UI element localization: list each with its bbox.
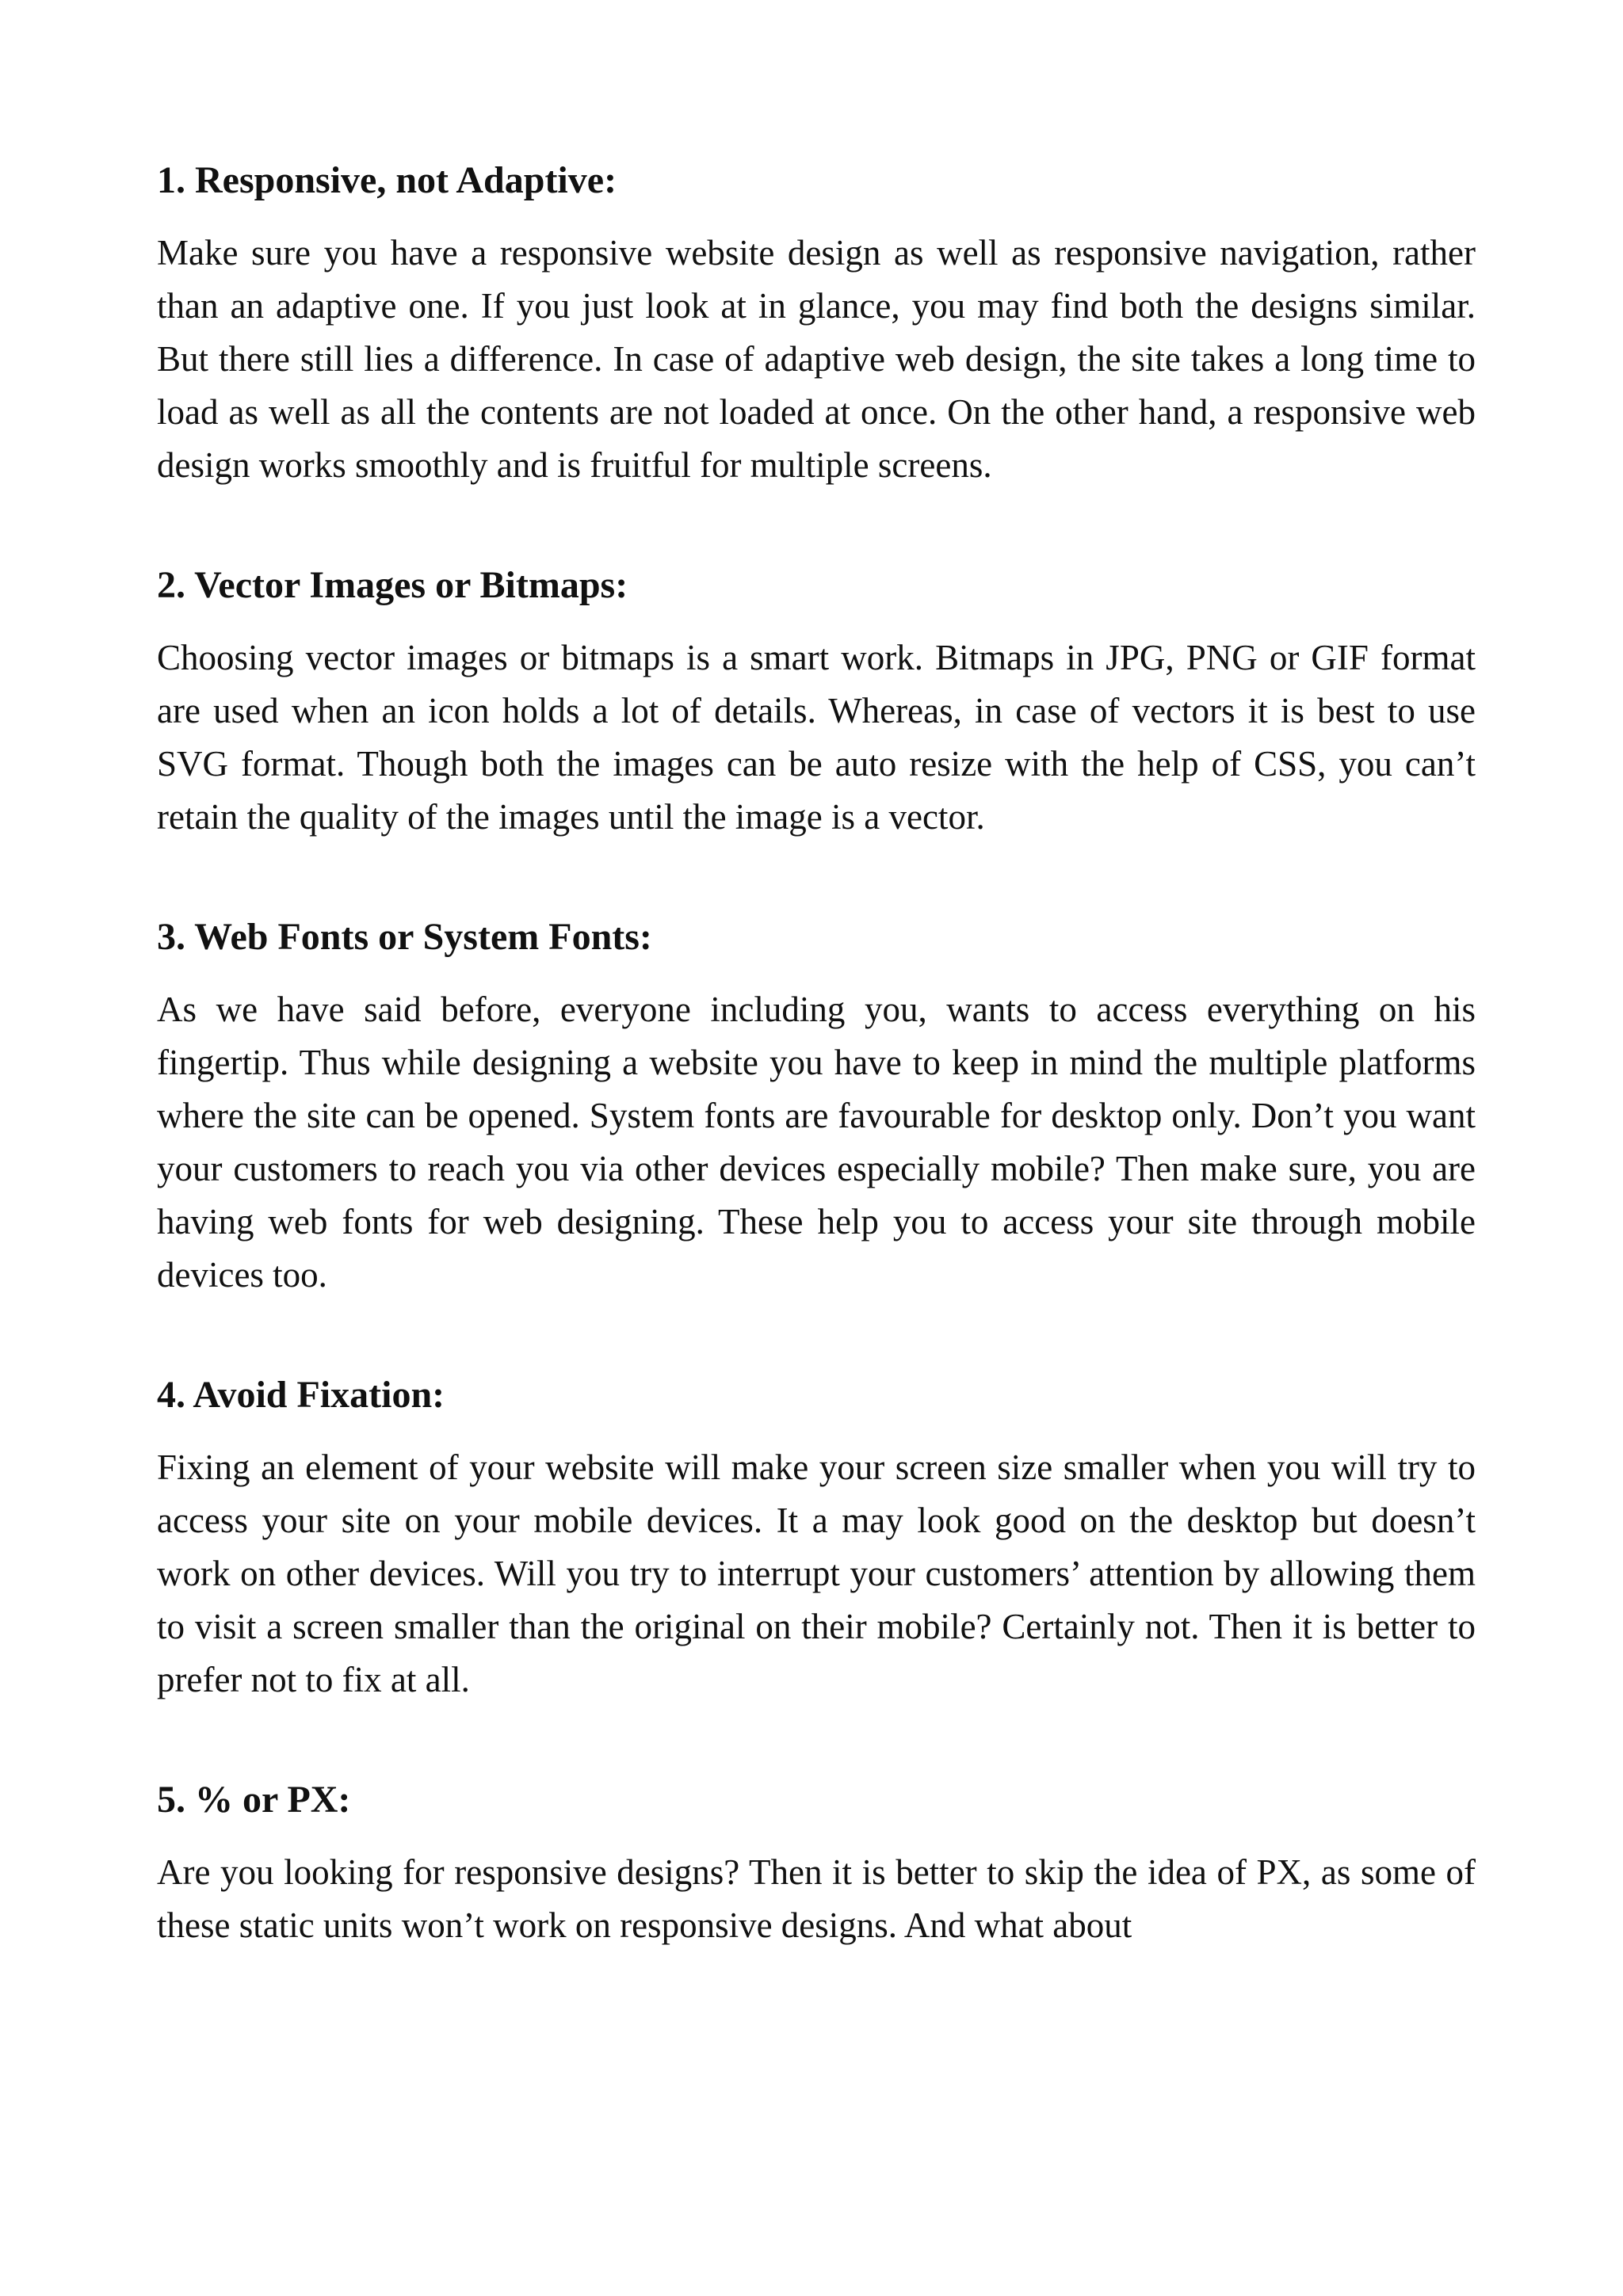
section-heading: 4. Avoid Fixation: bbox=[157, 1374, 445, 1416]
section-heading: 3. Web Fonts or System Fonts: bbox=[157, 916, 652, 958]
section-paragraph: Fixing an element of your website will make your screen size smaller when you will try to access your site on your mobile devices. It a may look good on the desktop but doesn’t work on other devices. Will you try to interrupt your customers’ attention by allowing them to visit a screen smaller than the original on their mobile? Certainly not. Then it is better to prefer not to fix at all. bbox=[157, 1447, 1476, 1699]
section-responsive bbox=[157, 157, 1476, 492]
document-page bbox=[157, 157, 1476, 1952]
section-paragraph: Choosing vector images or bitmaps is a smart work. Bitmaps in JPG, PNG or GIF format are used when an icon holds a lot of details. Whereas, in case of vectors it is best to use SVG format. Though both the images can be auto resize with the help of CSS, you can’t retain the quality of the images until the image is a vector. bbox=[157, 638, 1476, 837]
section-heading: 5. % or PX: bbox=[157, 1779, 351, 1821]
section-avoid-fixation bbox=[157, 1371, 1476, 1707]
section-percent-or-px bbox=[157, 1776, 1476, 1952]
section-paragraph: As we have said before, everyone including you, wants to access everything on his fingertip. Thus while designing a website you have to keep in mind the multiple platforms where the site can be opened. System fonts are favourable for desktop only. Don’t you want your customers to reach you via other devices especially mobile? Then make sure, you are having web fonts for web designing. These help you to access your site through mobile devices too. bbox=[157, 990, 1476, 1295]
section-paragraph: Make sure you have a responsive website design as well as responsive navigation, rather than an adaptive one. If you just look at in glance, you may find both the designs similar. But there still lies a difference. In case of adaptive web design, the site takes a long time to load as well as all the contents are not loaded at once. On the other hand, a responsive web design works smoothly and is fruitful for multiple screens. bbox=[157, 233, 1476, 485]
section-heading: 1. Responsive, not Adaptive: bbox=[157, 159, 617, 201]
section-heading: 2. Vector Images or Bitmaps: bbox=[157, 564, 628, 606]
section-web-fonts bbox=[157, 913, 1476, 1302]
section-paragraph: Are you looking for responsive designs? Then it is better to skip the idea of PX, as some of these static units won’t work on responsive designs. And what about bbox=[157, 1852, 1476, 1945]
section-vector-images bbox=[157, 562, 1476, 844]
